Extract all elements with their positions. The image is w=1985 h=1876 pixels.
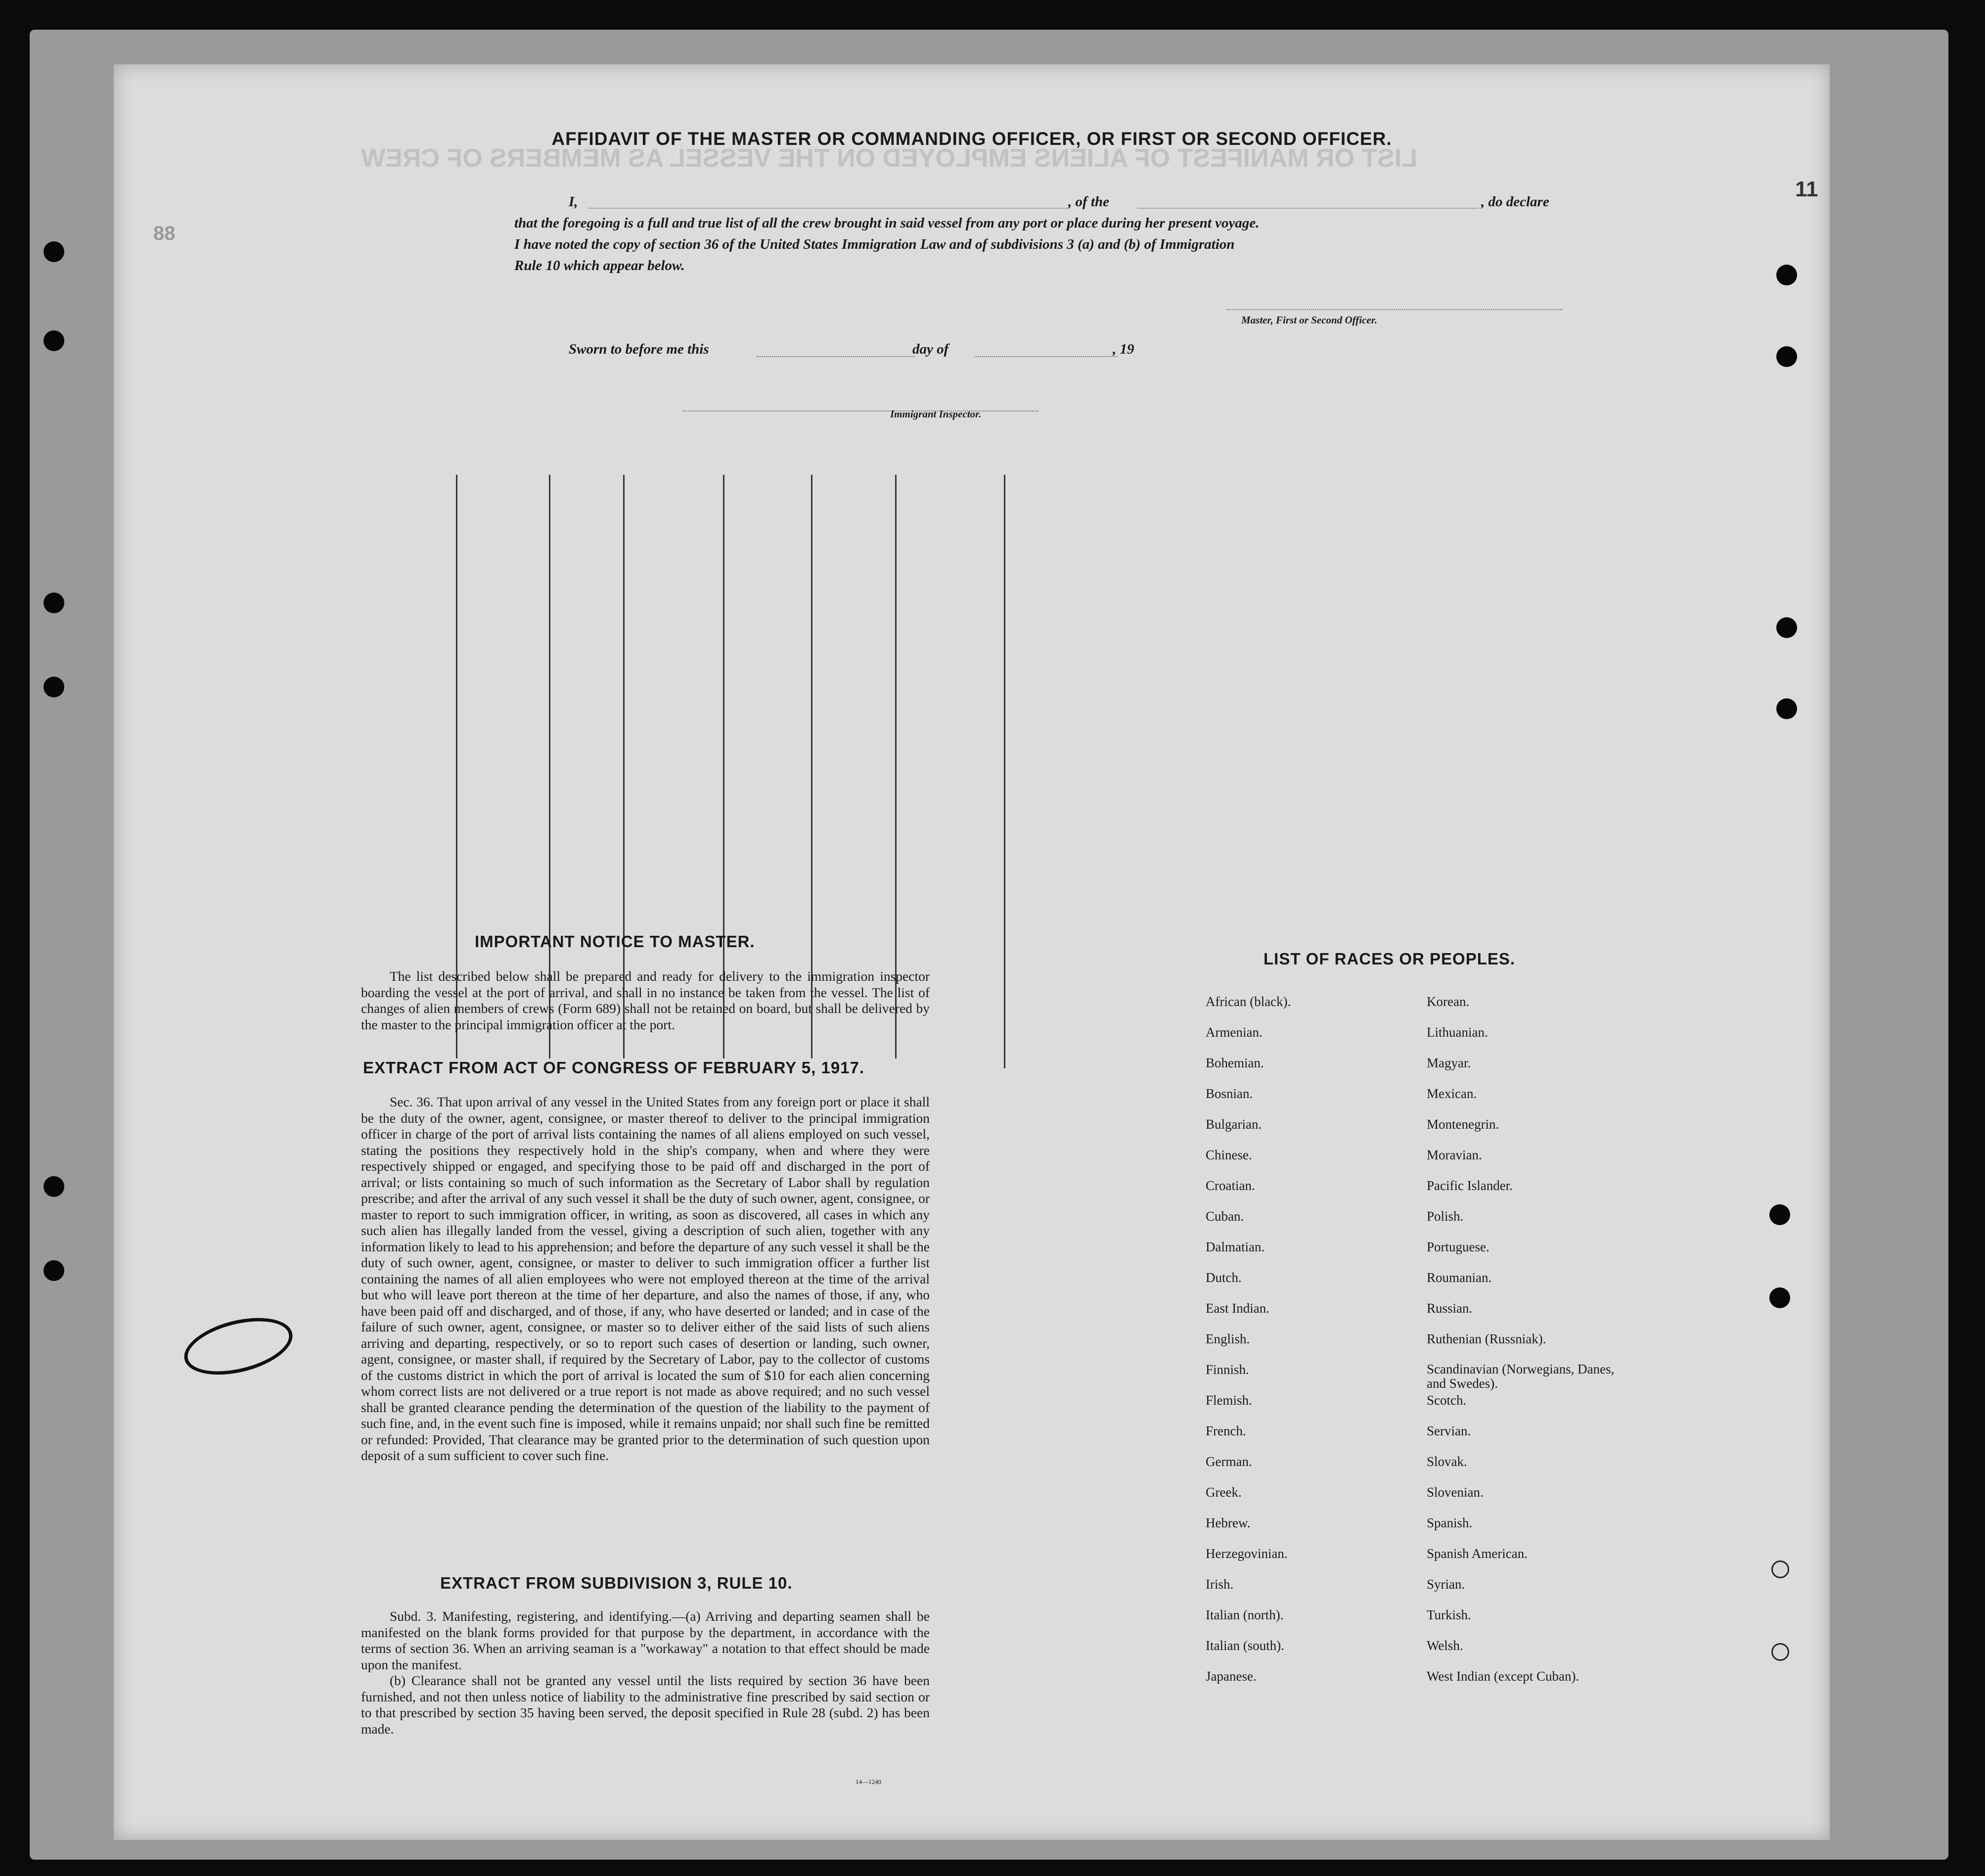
race-item: Italian (south).	[1206, 1638, 1284, 1653]
declaration-line-4: Rule 10 which appear below.	[514, 258, 685, 274]
binder-hole	[1776, 346, 1797, 367]
declaration-line-3: I have noted the copy of section 36 of the United States Immigration Law and of subdivisions 3 (a) and (b) of Immigration	[514, 236, 1235, 252]
affidavit-title: AFFIDAVIT OF THE MASTER OR COMMANDING OFFICER, OR FIRST OR SECOND OFFICER.	[551, 129, 1392, 149]
race-item: West Indian (except Cuban).	[1427, 1669, 1579, 1684]
bleed-through-margin-number: 88	[153, 223, 176, 244]
race-item: Scandinavian (Norwegians, Danes, and Swedes).	[1427, 1362, 1615, 1391]
declaration-i: I,	[569, 194, 578, 210]
binder-hole	[44, 1260, 64, 1281]
race-item: Magyar.	[1427, 1055, 1471, 1070]
race-item: Dutch.	[1206, 1270, 1242, 1285]
race-item: Cuban.	[1206, 1209, 1244, 1224]
race-item: Welsh.	[1427, 1638, 1463, 1653]
race-item: Polish.	[1427, 1209, 1464, 1224]
rule-extract-text: Subd. 3. Manifesting, registering, and identifying.—(a) Arriving and departing seamen shall be manifested on the blank forms provided for that purpose by the department, in accordance with the terms of section 36. When an arriving seaman is a "workaway" a notation to that effect should be made upon the manifest. (b) Clearance shall not be granted any vessel until the lists required by section 36 have been furnished, and not then unless notice of liability to the administrative fine prescribed by said section or to that prescribed by section 35 having been served, the deposit specified in Rule 28 (subd. 2) has been made.	[361, 1608, 930, 1737]
declaration-line-2: that the foregoing is a full and true list of all the crew brought in said vessel from any port or place during her present voyage.	[514, 215, 1260, 231]
race-item: Armenian.	[1206, 1025, 1263, 1040]
race-item: Italian (north).	[1206, 1607, 1284, 1622]
declaration-do-declare: , do declare	[1481, 194, 1549, 210]
form-number: 14—1240	[856, 1778, 881, 1785]
notice-title: IMPORTANT NOTICE TO MASTER.	[475, 932, 755, 951]
race-item: Moravian.	[1427, 1147, 1482, 1162]
race-item: Herzegovinian.	[1206, 1546, 1288, 1561]
race-item: English.	[1206, 1331, 1250, 1346]
race-item: Bulgarian.	[1206, 1117, 1262, 1132]
binder-hole	[44, 1176, 64, 1197]
bleed-through-page-number: 11	[1795, 177, 1818, 201]
act-extract-title: EXTRACT FROM ACT OF CONGRESS OF FEBRUARY 5, 1917.	[363, 1058, 865, 1077]
race-item: Dalmatian.	[1206, 1239, 1265, 1254]
binder-hole	[1776, 617, 1797, 638]
race-item: Scotch.	[1427, 1393, 1467, 1408]
binder-hole	[1771, 1643, 1789, 1661]
race-item: Servian.	[1427, 1423, 1471, 1438]
race-item: French.	[1206, 1423, 1246, 1438]
race-item: Bosnian.	[1206, 1086, 1253, 1101]
race-item: Spanish.	[1427, 1515, 1473, 1530]
binder-hole	[1776, 698, 1797, 719]
race-item: Portuguese.	[1427, 1239, 1489, 1254]
binder-hole	[1769, 1287, 1790, 1308]
races-right-column	[1427, 994, 1634, 1699]
notice-text: The list described below shall be prepared and ready for delivery to the immigration inspector boarding the vessel at the port of arrival, and shall in no instance be taken from the vessel. The list of changes of alien members of crews (Form 689) shall not be retained on board, but shall be delivered by the master to the principal immigration officer at the port.	[361, 968, 930, 1032]
name-blank	[588, 208, 1068, 209]
binder-hole	[1776, 265, 1797, 285]
inspector-caption: Immigrant Inspector.	[890, 408, 982, 420]
race-item: Finnish.	[1206, 1362, 1249, 1377]
race-item: Korean.	[1427, 994, 1470, 1009]
binder-hole	[44, 593, 64, 613]
inspector-signature-blank	[682, 411, 1038, 412]
race-item: East Indian.	[1206, 1301, 1269, 1316]
race-item: Flemish.	[1206, 1393, 1252, 1408]
race-item: Irish.	[1206, 1577, 1234, 1592]
bleed-through-header: LIST OR MANIFEST OF ALIENS EMPLOYED ON THE VESSEL AS MEMBERS OF CREW	[361, 144, 1417, 173]
officer-caption: Master, First or Second Officer.	[1241, 314, 1377, 326]
race-item: Bohemian.	[1206, 1055, 1264, 1070]
race-item: Greek.	[1206, 1485, 1242, 1500]
sworn-year: , 19	[1113, 341, 1134, 357]
race-item: Ruthenian (Russniak).	[1427, 1331, 1546, 1346]
race-item: African (black).	[1206, 994, 1291, 1009]
race-item: German.	[1206, 1454, 1252, 1469]
binder-hole	[1769, 1204, 1790, 1225]
binder-hole	[44, 330, 64, 351]
race-item: Spanish American.	[1427, 1546, 1528, 1561]
race-item: Lithuanian.	[1427, 1025, 1488, 1040]
race-item: Pacific Islander.	[1427, 1178, 1513, 1193]
binder-hole	[44, 677, 64, 697]
column-rule	[1004, 475, 1005, 1068]
sworn-day-blank	[757, 356, 915, 357]
race-item: Slovak.	[1427, 1454, 1467, 1469]
races-left-column	[1206, 994, 1291, 1699]
race-item: Montenegrin.	[1427, 1117, 1499, 1132]
race-item: Chinese.	[1206, 1147, 1252, 1162]
officer-signature-blank	[1226, 309, 1563, 310]
declaration-of-the: , of the	[1068, 194, 1109, 210]
act-extract-text: Sec. 36. That upon arrival of any vessel in the United States from any foreign port or place it shall be the duty of the owner, agent, consignee, or master thereof to deliver to the principal immigration officer in charge of the port of arrival lists containing the names of all aliens employed on such vessel, stating the positions they respectively hold in the ship's company, when and where they were respectively shipped or engaged, and specifying those to be paid off and discharged in the port of arrival; or lists containing so much of such information as the Secretary of Labor shall by regulation prescribe; and after the arrival of any such vessel it shall be the duty of such owner, agent, consignee, or master to report to such immigration officer, in writing, as soon as discovered, all cases in which any such alien has illegally landed from the vessel, giving a description of such alien, together with any information likely to lead to his apprehension; and before the departure of any such vessel it shall be the duty of such owner, agent, consignee, or master to deliver to such immigration officer a further list containing the names of all alien employees who were not employed thereon at the time of the arrival but who will leave port thereon at the time of her departure, and also the names of those, if any, who have been paid off and discharged, and of those, if any, who have deserted or landed; and in case of the failure of such owner, agent, consignee, or master so to deliver either of the said lists of such aliens arriving and departing, respectively, or so to report such cases of desertion or landing, such owner, agent, consignee, or master shall, if required by the Secretary of Labor, pay to the collector of customs of the customs district in which the port of arrival is located the sum of $10 for each alien concerning whom correct lists are not delivered or a true report is not made as above required; and no such vessel shall be granted clearance pending the determination of the question of the liability to the payment of such fine, and, in the event such fine is imposed, while it remains unpaid; nor shall such fine be remitted or refunded: Provided, That clearance may be granted prior to the determination of such question upon deposit of a sum sufficient to cover such fine.	[361, 1094, 930, 1463]
sworn-month-blank	[974, 356, 1118, 357]
binder-hole	[1771, 1560, 1789, 1578]
race-item: Hebrew.	[1206, 1515, 1251, 1530]
race-item: Turkish.	[1427, 1607, 1471, 1622]
race-item: Russian.	[1427, 1301, 1473, 1316]
sworn-day-of: day of	[912, 341, 949, 357]
races-title: LIST OF RACES OR PEOPLES.	[1263, 950, 1516, 968]
document-page	[114, 64, 1830, 1840]
binder-hole	[44, 241, 64, 262]
race-item: Slovenian.	[1427, 1485, 1484, 1500]
race-item: Mexican.	[1427, 1086, 1477, 1101]
rule-extract-title: EXTRACT FROM SUBDIVISION 3, RULE 10.	[440, 1574, 793, 1592]
race-item: Roumanian.	[1427, 1270, 1492, 1285]
race-item: Syrian.	[1427, 1577, 1465, 1592]
sworn-label: Sworn to before me this	[569, 341, 709, 357]
race-item: Japanese.	[1206, 1669, 1257, 1684]
race-item: Croatian.	[1206, 1178, 1255, 1193]
vessel-blank	[1137, 208, 1479, 209]
